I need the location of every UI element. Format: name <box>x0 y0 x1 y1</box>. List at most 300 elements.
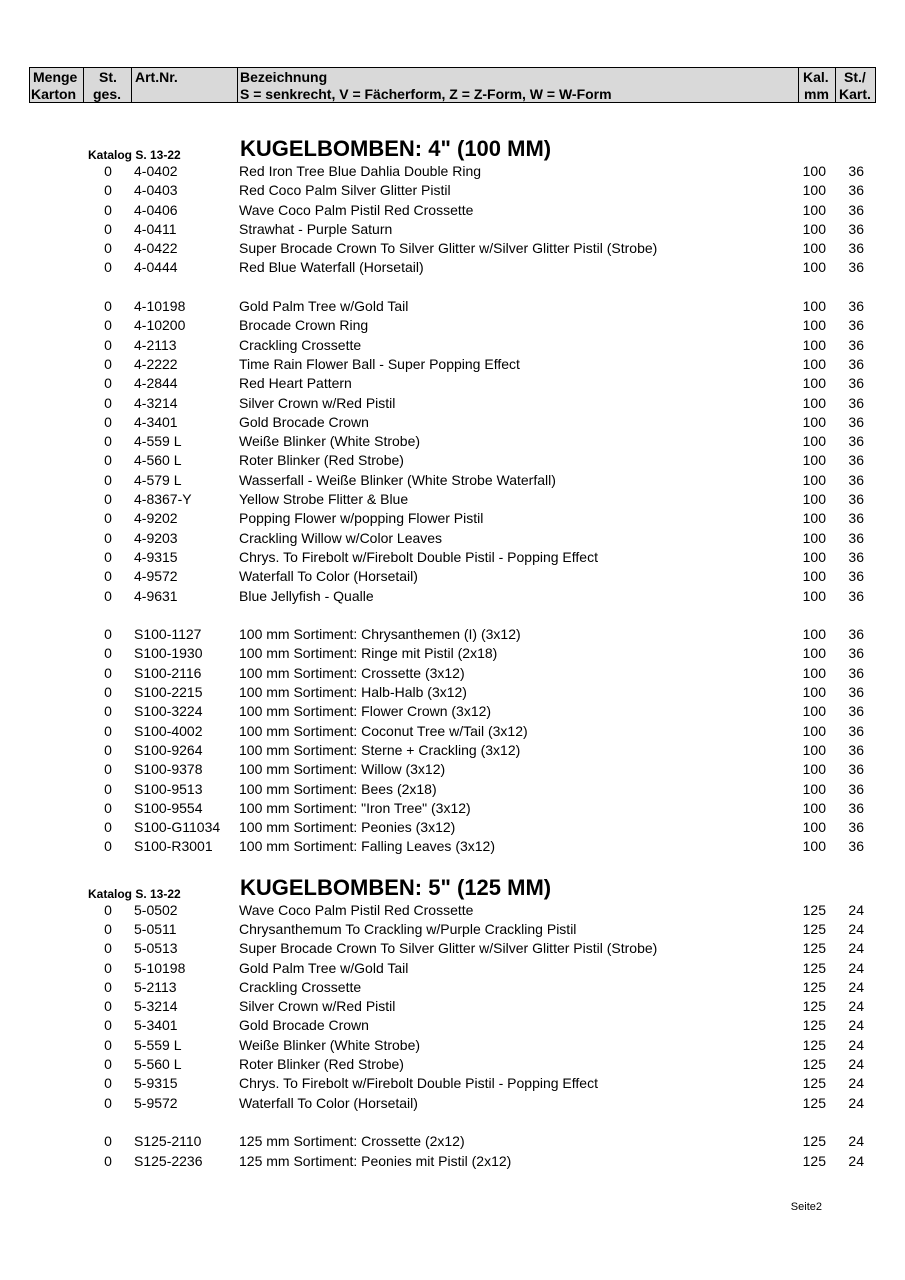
bezeichnung-cell: Time Rain Flower Ball - Super Popping Effect <box>239 355 520 372</box>
stueck-cell: 36 <box>848 220 864 237</box>
kaliber-cell: 125 <box>802 1036 826 1053</box>
kaliber-cell: 100 <box>802 298 826 315</box>
table-row <box>0 780 905 799</box>
bezeichnung-cell: 125 mm Sortiment: Crossette (2x12) <box>239 1133 465 1150</box>
stueck-cell: 24 <box>848 1056 864 1073</box>
kaliber-cell: 100 <box>802 240 826 257</box>
stueck-cell: 36 <box>848 529 864 546</box>
menge-cell: 0 <box>104 336 112 353</box>
artnr-cell: S100-4002 <box>134 722 203 739</box>
artnr-cell: S100-9513 <box>134 780 203 797</box>
table-row <box>0 587 905 606</box>
table-row <box>0 258 905 277</box>
kaliber-cell: 125 <box>802 1056 826 1073</box>
menge-cell: 0 <box>104 780 112 797</box>
menge-cell: 0 <box>104 838 112 855</box>
bezeichnung-cell: Red Blue Waterfall (Horsetail) <box>239 259 424 276</box>
artnr-cell: S100-3224 <box>134 703 203 720</box>
stueck-cell: 36 <box>848 741 864 758</box>
kaliber-cell: 125 <box>802 940 826 957</box>
bezeichnung-cell: 125 mm Sortiment: Peonies mit Pistil (2x12) <box>239 1152 512 1169</box>
table-row <box>0 722 905 741</box>
stueck-cell: 36 <box>848 413 864 430</box>
table-row <box>0 394 905 413</box>
bezeichnung-cell: Blue Jellyfish - Qualle <box>239 587 374 604</box>
artnr-cell: 4-8367-Y <box>134 491 192 508</box>
header-bezeichnung-line1: Bezeichnung <box>240 69 328 85</box>
artnr-cell: 4-0402 <box>134 163 178 179</box>
artnr-cell: S100-1930 <box>134 645 203 662</box>
kaliber-cell: 100 <box>802 838 826 855</box>
bezeichnung-cell: Waterfall To Color (Horsetail) <box>239 568 418 585</box>
menge-cell: 0 <box>104 452 112 469</box>
section-header <box>0 875 905 901</box>
menge-cell: 0 <box>104 819 112 836</box>
header-st-line1: St. <box>99 69 117 85</box>
table-row <box>0 1132 905 1151</box>
menge-cell: 0 <box>104 1152 112 1169</box>
bezeichnung-cell: 100 mm Sortiment: Ringe mit Pistil (2x18) <box>239 645 498 662</box>
menge-cell: 0 <box>104 722 112 739</box>
menge-cell: 0 <box>104 1017 112 1034</box>
table-row <box>0 683 905 702</box>
bezeichnung-cell: Weiße Blinker (White Strobe) <box>239 433 421 450</box>
menge-cell: 0 <box>104 684 112 701</box>
artnr-cell: S100-9378 <box>134 761 203 778</box>
kaliber-cell: 125 <box>802 920 826 937</box>
stueck-cell: 36 <box>848 645 864 662</box>
menge-cell: 0 <box>104 471 112 488</box>
stueck-cell: 36 <box>848 838 864 855</box>
stueck-cell: 36 <box>848 375 864 392</box>
table-row <box>0 818 905 837</box>
kaliber-cell: 100 <box>802 529 826 546</box>
kaliber-cell: 100 <box>802 645 826 662</box>
menge-cell: 0 <box>104 317 112 334</box>
stueck-cell: 36 <box>848 471 864 488</box>
kaliber-cell: 100 <box>802 413 826 430</box>
menge-cell: 0 <box>104 375 112 392</box>
stueck-cell: 24 <box>848 1017 864 1034</box>
table-row <box>0 978 905 997</box>
menge-cell: 0 <box>104 240 112 257</box>
artnr-cell: 4-2113 <box>134 336 177 353</box>
header-bezeichnung <box>238 68 799 102</box>
menge-cell: 0 <box>104 799 112 816</box>
table-row <box>0 1016 905 1035</box>
stueck-cell: 36 <box>848 433 864 450</box>
kaliber-cell: 100 <box>802 163 826 179</box>
table-row <box>0 471 905 490</box>
artnr-cell: S100-1127 <box>134 626 202 643</box>
stueck-cell: 36 <box>848 587 864 604</box>
artnr-cell: 4-9202 <box>134 510 178 527</box>
artnr-cell: 4-560 L <box>134 452 182 469</box>
artnr-cell: S100-9264 <box>134 741 203 758</box>
table-row <box>0 959 905 978</box>
group-spacer <box>0 278 905 297</box>
menge-cell: 0 <box>104 201 112 218</box>
bezeichnung-cell: Red Heart Pattern <box>239 375 352 392</box>
kaliber-cell: 100 <box>802 626 826 643</box>
artnr-cell: 5-559 L <box>134 1036 182 1053</box>
header-menge-line2: Karton <box>31 86 77 102</box>
kaliber-cell: 100 <box>802 587 826 604</box>
table-row <box>0 997 905 1016</box>
kaliber-cell: 100 <box>802 259 826 276</box>
header-st-line2: ges. <box>93 86 122 102</box>
kaliber-cell: 100 <box>802 471 826 488</box>
stueck-cell: 24 <box>848 978 864 995</box>
menge-cell: 0 <box>104 548 112 565</box>
kaliber-cell: 100 <box>802 182 826 199</box>
table-row <box>0 837 905 856</box>
artnr-cell: 4-0406 <box>134 201 178 218</box>
kaliber-cell: 100 <box>802 317 826 334</box>
menge-cell: 0 <box>104 529 112 546</box>
artnr-cell: 5-0511 <box>134 920 177 937</box>
stueck-cell: 36 <box>848 819 864 836</box>
table-row <box>0 374 905 393</box>
section-title: KUGELBOMBEN: 5" (125 MM) <box>240 874 552 900</box>
kaliber-cell: 100 <box>802 722 826 739</box>
table-row <box>0 799 905 818</box>
table-row <box>0 220 905 239</box>
kaliber-cell: 100 <box>802 220 826 237</box>
kaliber-cell: 100 <box>802 548 826 565</box>
header-kal <box>799 68 836 102</box>
menge-cell: 0 <box>104 626 112 643</box>
kaliber-cell: 100 <box>802 375 826 392</box>
menge-cell: 0 <box>104 959 112 976</box>
bezeichnung-cell: 100 mm Sortiment: Chrysanthemen (I) (3x12) <box>239 626 521 643</box>
kaliber-cell: 100 <box>802 664 826 681</box>
kaliber-cell: 100 <box>802 433 826 450</box>
table-row <box>0 529 905 548</box>
table-row <box>0 702 905 721</box>
stueck-cell: 36 <box>848 568 864 585</box>
bezeichnung-cell: Roter Blinker (Red Strobe) <box>239 452 404 469</box>
menge-cell: 0 <box>104 1036 112 1053</box>
kaliber-cell: 100 <box>802 568 826 585</box>
bezeichnung-cell: Red Coco Palm Silver Glitter Pistil <box>239 182 451 199</box>
artnr-cell: 4-2222 <box>134 355 178 372</box>
kaliber-cell: 125 <box>802 1152 826 1169</box>
bezeichnung-cell: Gold Palm Tree w/Gold Tail <box>239 959 409 976</box>
kaliber-cell: 100 <box>802 452 826 469</box>
artnr-cell: 4-9631 <box>134 587 178 604</box>
artnr-cell: 4-10198 <box>134 298 186 315</box>
table-row <box>0 901 905 920</box>
table-row <box>0 939 905 958</box>
group-spacer <box>0 606 905 625</box>
table-row <box>0 1055 905 1074</box>
table-row <box>0 490 905 509</box>
table-row <box>0 567 905 586</box>
stueck-cell: 24 <box>848 1133 864 1150</box>
stueck-cell: 36 <box>848 259 864 276</box>
bezeichnung-cell: 100 mm Sortiment: Coconut Tree w/Tail (3x12) <box>239 722 528 739</box>
artnr-cell: 4-0422 <box>134 240 178 257</box>
stueck-cell: 36 <box>848 664 864 681</box>
bezeichnung-cell: Silver Crown w/Red Pistil <box>239 998 396 1015</box>
artnr-cell: 4-0403 <box>134 182 178 199</box>
menge-cell: 0 <box>104 163 112 179</box>
bezeichnung-cell: 100 mm Sortiment: Peonies (3x12) <box>239 819 456 836</box>
bezeichnung-cell: Crackling Willow w/Color Leaves <box>239 529 443 546</box>
bezeichnung-cell: Red Iron Tree Blue Dahlia Double Ring <box>239 163 482 179</box>
section-title: KUGELBOMBEN: 4" (100 MM) <box>240 136 552 161</box>
kaliber-cell: 100 <box>802 336 826 353</box>
bezeichnung-cell: Chrysanthemum To Crackling w/Purple Crackling Pistil <box>239 920 577 937</box>
menge-cell: 0 <box>104 394 112 411</box>
menge-cell: 0 <box>104 587 112 604</box>
menge-cell: 0 <box>104 1133 112 1150</box>
bezeichnung-cell: 100 mm Sortiment: Crossette (3x12) <box>239 664 465 681</box>
table-row <box>0 239 905 258</box>
stueck-cell: 36 <box>848 336 864 353</box>
stueck-cell: 36 <box>848 548 864 565</box>
bezeichnung-cell: 100 mm Sortiment: Flower Crown (3x12) <box>239 703 492 720</box>
kaliber-cell: 125 <box>802 1094 826 1111</box>
table-row <box>0 920 905 939</box>
menge-cell: 0 <box>104 645 112 662</box>
kaliber-cell: 125 <box>802 901 826 918</box>
bezeichnung-cell: Chrys. To Firebolt w/Firebolt Double Pistil - Popping Effect <box>239 1075 598 1092</box>
table-row <box>0 201 905 220</box>
header-st <box>84 68 132 102</box>
stueck-cell: 36 <box>848 684 864 701</box>
stueck-cell: 24 <box>848 901 864 918</box>
menge-cell: 0 <box>104 998 112 1015</box>
stueck-cell: 36 <box>848 452 864 469</box>
bezeichnung-cell: Yellow Strobe Flitter & Blue <box>239 491 409 508</box>
menge-cell: 0 <box>104 1056 112 1073</box>
artnr-cell: S100-2116 <box>134 664 202 681</box>
menge-cell: 0 <box>104 433 112 450</box>
menge-cell: 0 <box>104 703 112 720</box>
artnr-cell: S125-2236 <box>134 1152 203 1169</box>
bezeichnung-cell: Gold Brocade Crown <box>239 413 369 430</box>
menge-cell: 0 <box>104 413 112 430</box>
kaliber-cell: 100 <box>802 201 826 218</box>
kaliber-cell: 125 <box>802 959 826 976</box>
katalog-reference: Katalog S. 13-22 <box>88 886 181 901</box>
artnr-cell: 4-3401 <box>134 413 178 430</box>
table-row <box>0 548 905 567</box>
kaliber-cell: 100 <box>802 355 826 372</box>
bezeichnung-cell: Gold Palm Tree w/Gold Tail <box>239 298 409 315</box>
stueck-cell: 36 <box>848 491 864 508</box>
table-row <box>0 432 905 451</box>
table-row <box>0 162 905 181</box>
artnr-cell: 4-9315 <box>134 548 178 565</box>
header-stkart-line1: St./ <box>844 69 866 85</box>
stueck-cell: 36 <box>848 240 864 257</box>
bezeichnung-cell: Chrys. To Firebolt w/Firebolt Double Pistil - Popping Effect <box>239 548 598 565</box>
artnr-cell: S100-9554 <box>134 799 203 816</box>
artnr-cell: 4-0411 <box>134 220 177 237</box>
kaliber-cell: 100 <box>802 703 826 720</box>
kaliber-cell: 100 <box>802 394 826 411</box>
stueck-cell: 24 <box>848 1094 864 1111</box>
artnr-cell: 4-3214 <box>134 394 178 411</box>
bezeichnung-cell: Super Brocade Crown To Silver Glitter w/Silver Glitter Pistil (Strobe) <box>239 240 658 257</box>
kaliber-cell: 100 <box>802 684 826 701</box>
menge-cell: 0 <box>104 568 112 585</box>
bezeichnung-cell: Popping Flower w/popping Flower Pistil <box>239 510 484 527</box>
artnr-cell: 4-2844 <box>134 375 178 392</box>
header-stkart <box>836 68 876 102</box>
bezeichnung-cell: Gold Brocade Crown <box>239 1017 369 1034</box>
header-menge-line1: Menge <box>33 69 78 85</box>
artnr-cell: 5-3401 <box>134 1017 178 1034</box>
kaliber-cell: 125 <box>802 978 826 995</box>
bezeichnung-cell: 100 mm Sortiment: Willow (3x12) <box>239 761 446 778</box>
bezeichnung-cell: Wasserfall - Weiße Blinker (White Strobe Waterfall) <box>239 471 556 488</box>
stueck-cell: 24 <box>848 920 864 937</box>
artnr-cell: 4-0444 <box>134 259 178 276</box>
section-spacer <box>0 857 905 875</box>
kaliber-cell: 100 <box>802 741 826 758</box>
stueck-cell: 36 <box>848 799 864 816</box>
menge-cell: 0 <box>104 1075 112 1092</box>
stueck-cell: 36 <box>848 394 864 411</box>
bezeichnung-cell: Waterfall To Color (Horsetail) <box>239 1094 418 1111</box>
menge-cell: 0 <box>104 355 112 372</box>
header-kal-line1: Kal. <box>803 69 829 85</box>
table-row <box>0 181 905 200</box>
stueck-cell: 36 <box>848 182 864 199</box>
stueck-cell: 36 <box>848 626 864 643</box>
table-row <box>0 451 905 470</box>
kaliber-cell: 100 <box>802 819 826 836</box>
stueck-cell: 36 <box>848 780 864 797</box>
menge-cell: 0 <box>104 978 112 995</box>
bezeichnung-cell: Brocade Crown Ring <box>239 317 369 334</box>
menge-cell: 0 <box>104 664 112 681</box>
bezeichnung-cell: Super Brocade Crown To Silver Glitter w/Silver Glitter Pistil (Strobe) <box>239 940 658 957</box>
menge-cell: 0 <box>104 510 112 527</box>
header-bezeichnung-line2: S = senkrecht, V = Fächerform, Z = Z-Form, W = W-Form <box>240 86 612 102</box>
stueck-cell: 36 <box>848 201 864 218</box>
artnr-cell: 4-9203 <box>134 529 178 546</box>
header-stkart-line2: Kart. <box>839 86 871 102</box>
bezeichnung-cell: Crackling Crossette <box>239 336 362 353</box>
bezeichnung-cell: Wave Coco Palm Pistil Red Crossette <box>239 201 474 218</box>
bezeichnung-cell: 100 mm Sortiment: Sterne + Crackling (3x12) <box>239 741 521 758</box>
table-row <box>0 1094 905 1113</box>
katalog-reference: Katalog S. 13-22 <box>88 148 181 162</box>
stueck-cell: 36 <box>848 703 864 720</box>
artnr-cell: S100-R3001 <box>134 838 213 855</box>
stueck-cell: 24 <box>848 1036 864 1053</box>
artnr-cell: 4-9572 <box>134 568 178 585</box>
kaliber-cell: 125 <box>802 1075 826 1092</box>
table-row <box>0 355 905 374</box>
header-artnr <box>132 68 238 102</box>
stueck-cell: 36 <box>848 355 864 372</box>
menge-cell: 0 <box>104 741 112 758</box>
kaliber-cell: 125 <box>802 1133 826 1150</box>
menge-cell: 0 <box>104 920 112 937</box>
stueck-cell: 36 <box>848 163 864 179</box>
table-row <box>0 413 905 432</box>
table-row <box>0 1036 905 1055</box>
menge-cell: 0 <box>104 220 112 237</box>
artnr-cell: S100-G11034 <box>134 819 221 836</box>
bezeichnung-cell: 100 mm Sortiment: Halb-Halb (3x12) <box>239 684 467 701</box>
product-list <box>0 136 905 1171</box>
table-header <box>29 67 876 103</box>
stueck-cell: 36 <box>848 761 864 778</box>
menge-cell: 0 <box>104 259 112 276</box>
table-row <box>0 1074 905 1093</box>
menge-cell: 0 <box>104 940 112 957</box>
menge-cell: 0 <box>104 182 112 199</box>
bezeichnung-cell: 100 mm Sortiment: "Iron Tree" (3x12) <box>239 799 471 816</box>
menge-cell: 0 <box>104 298 112 315</box>
bezeichnung-cell: Crackling Crossette <box>239 978 362 995</box>
stueck-cell: 36 <box>848 722 864 739</box>
table-row <box>0 297 905 316</box>
group-spacer <box>0 1113 905 1132</box>
table-row <box>0 316 905 335</box>
menge-cell: 0 <box>104 1094 112 1111</box>
bezeichnung-cell: 100 mm Sortiment: Falling Leaves (3x12) <box>239 838 495 855</box>
menge-cell: 0 <box>104 901 112 918</box>
stueck-cell: 24 <box>848 1075 864 1092</box>
table-row <box>0 625 905 644</box>
header-menge <box>30 68 84 102</box>
bezeichnung-cell: Wave Coco Palm Pistil Red Crossette <box>239 901 474 918</box>
stueck-cell: 24 <box>848 959 864 976</box>
section-header <box>0 136 905 162</box>
header-kal-line2: mm <box>804 86 829 102</box>
artnr-cell: 4-559 L <box>134 433 182 450</box>
kaliber-cell: 100 <box>802 761 826 778</box>
kaliber-cell: 125 <box>802 998 826 1015</box>
table-row <box>0 1152 905 1171</box>
kaliber-cell: 100 <box>802 510 826 527</box>
artnr-cell: 4-10200 <box>134 317 186 334</box>
kaliber-cell: 125 <box>802 1017 826 1034</box>
bezeichnung-cell: Silver Crown w/Red Pistil <box>239 394 396 411</box>
artnr-cell: S100-2215 <box>134 684 203 701</box>
bezeichnung-cell: Weiße Blinker (White Strobe) <box>239 1036 421 1053</box>
artnr-cell: 5-2113 <box>134 978 177 995</box>
page-number: Seite2 <box>790 1201 822 1213</box>
artnr-cell: 5-3214 <box>134 998 178 1015</box>
bezeichnung-cell: Strawhat - Purple Saturn <box>239 220 393 237</box>
stueck-cell: 24 <box>848 940 864 957</box>
table-row <box>0 509 905 528</box>
stueck-cell: 24 <box>848 1152 864 1169</box>
table-row <box>0 644 905 663</box>
header-artnr-label: Art.Nr. <box>135 69 178 85</box>
menge-cell: 0 <box>104 761 112 778</box>
stueck-cell: 36 <box>848 298 864 315</box>
table-row <box>0 741 905 760</box>
kaliber-cell: 100 <box>802 491 826 508</box>
kaliber-cell: 100 <box>802 780 826 797</box>
bezeichnung-cell: Roter Blinker (Red Strobe) <box>239 1056 404 1073</box>
stueck-cell: 36 <box>848 510 864 527</box>
artnr-cell: 5-0502 <box>134 901 178 918</box>
table-row <box>0 336 905 355</box>
artnr-cell: 5-9572 <box>134 1094 178 1111</box>
menge-cell: 0 <box>104 491 112 508</box>
